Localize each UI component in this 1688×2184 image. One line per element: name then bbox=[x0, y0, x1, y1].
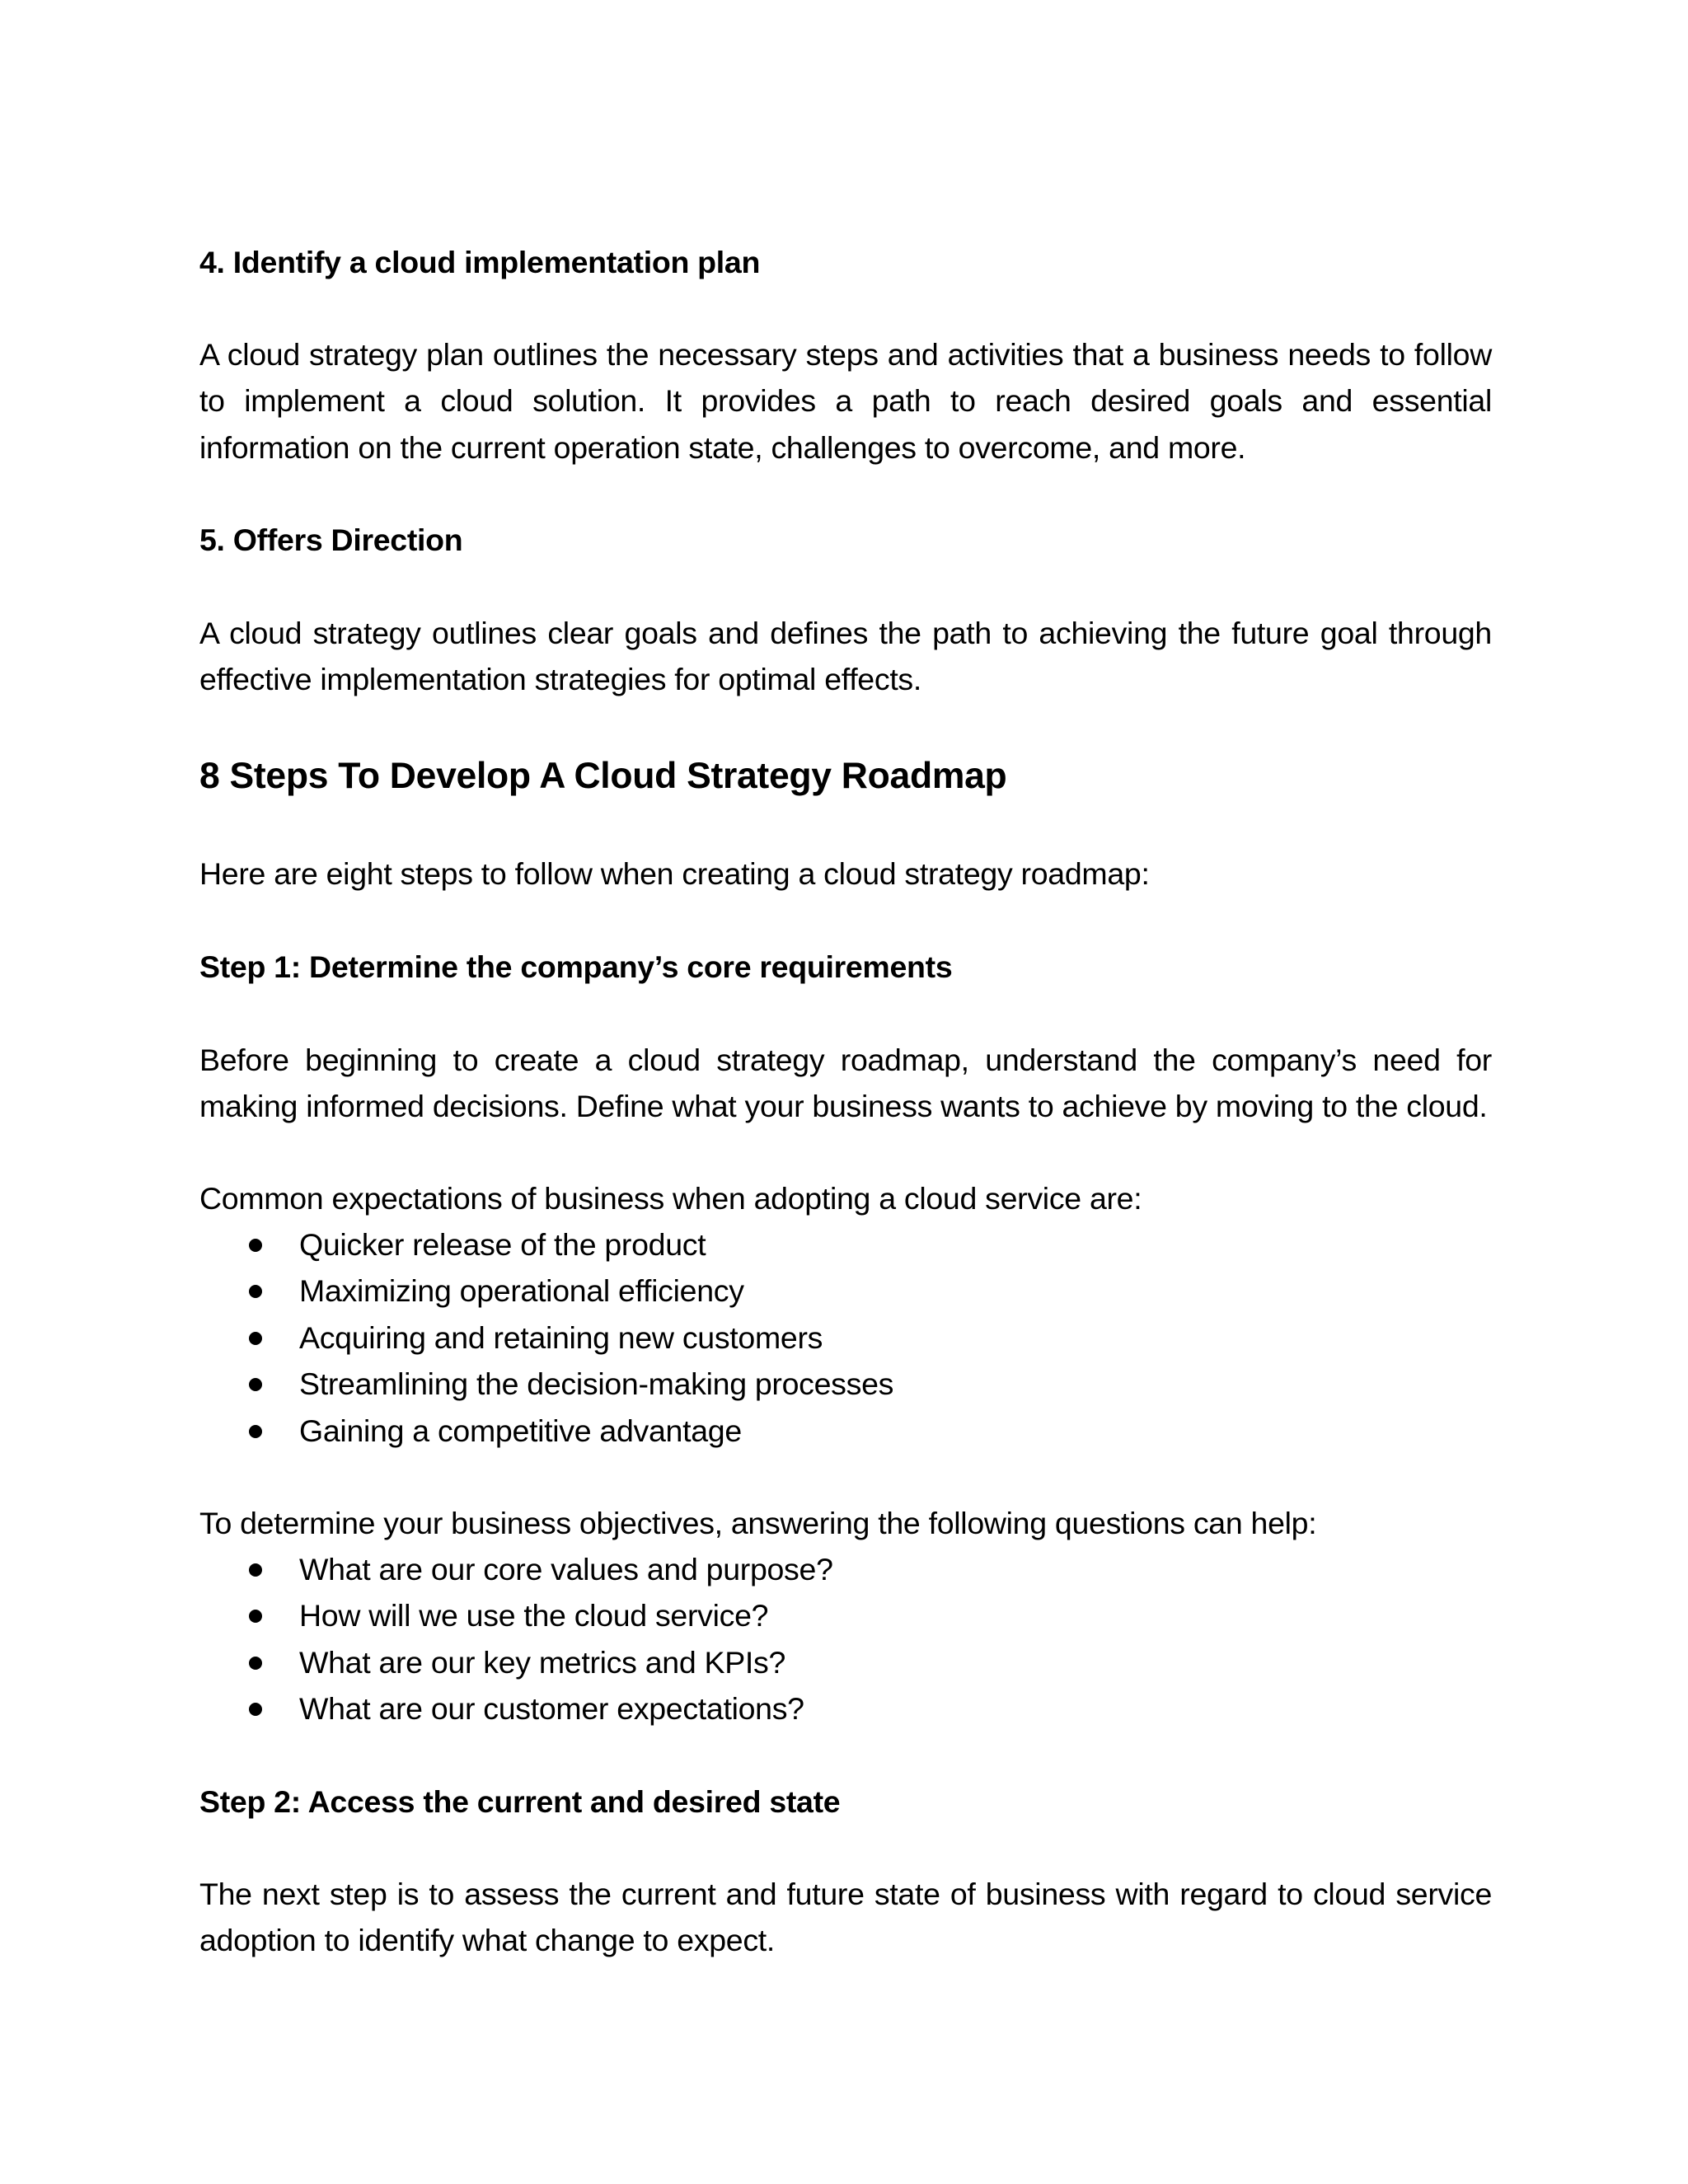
bullet-icon bbox=[249, 1425, 262, 1438]
list-item: Quicker release of the product bbox=[199, 1221, 1492, 1268]
questions-list bbox=[199, 1546, 1492, 1732]
list-item: What are our core values and purpose? bbox=[199, 1546, 1492, 1592]
bullet-icon bbox=[249, 1610, 262, 1623]
list-item: Gaining a competitive advantage bbox=[199, 1408, 1492, 1454]
expectations-intro: Common expectations of business when adopting a cloud service are: bbox=[199, 1181, 1142, 1216]
list-item: Streamlining the decision-making processes bbox=[199, 1361, 1492, 1407]
bullet-icon bbox=[249, 1657, 262, 1670]
section-5-body: A cloud strategy outlines clear goals and defines the path to achieving the future goal through effective implementation strategies for optimal effects. bbox=[199, 616, 1492, 697]
expectations-list bbox=[199, 1221, 1492, 1454]
step-1-heading: Step 1: Determine the company’s core requirements bbox=[199, 949, 953, 984]
section-5-heading: 5. Offers Direction bbox=[199, 523, 463, 557]
list-item: What are our key metrics and KPIs? bbox=[199, 1639, 1492, 1685]
list-item: Maximizing operational efficiency bbox=[199, 1268, 1492, 1314]
list-item: Acquiring and retaining new customers bbox=[199, 1315, 1492, 1361]
list-item: How will we use the cloud service? bbox=[199, 1592, 1492, 1638]
bullet-icon bbox=[249, 1563, 262, 1577]
roadmap-title: 8 Steps To Develop A Cloud Strategy Roadmap bbox=[199, 756, 1007, 796]
bullet-icon bbox=[249, 1332, 262, 1345]
bullet-icon bbox=[249, 1703, 262, 1716]
bullet-icon bbox=[249, 1378, 262, 1391]
bullet-icon bbox=[249, 1239, 262, 1252]
section-4-body: A cloud strategy plan outlines the necessary steps and activities that a business needs to follow to implement a cloud solution. It provides a path to reach desired goals and essential information on the current operation state, challenges to overcome, and more. bbox=[199, 337, 1492, 465]
step-2-heading: Step 2: Access the current and desired state bbox=[199, 1784, 841, 1819]
step-2-body: The next step is to assess the current and future state of business with regard to cloud service adoption to identify what change to expect. bbox=[199, 1877, 1492, 1958]
list-item: What are our customer expectations? bbox=[199, 1685, 1492, 1732]
step-1-body: Before beginning to create a cloud strategy roadmap, understand the company’s need for making informed decisions. Define what your business wants to achieve by moving to the cloud. bbox=[199, 1043, 1492, 1124]
questions-intro: To determine your business objectives, answering the following questions can help: bbox=[199, 1506, 1317, 1540]
section-4-heading: 4. Identify a cloud implementation plan bbox=[199, 245, 761, 279]
bullet-icon bbox=[249, 1285, 262, 1298]
roadmap-intro: Here are eight steps to follow when creating a cloud strategy roadmap: bbox=[199, 856, 1150, 891]
